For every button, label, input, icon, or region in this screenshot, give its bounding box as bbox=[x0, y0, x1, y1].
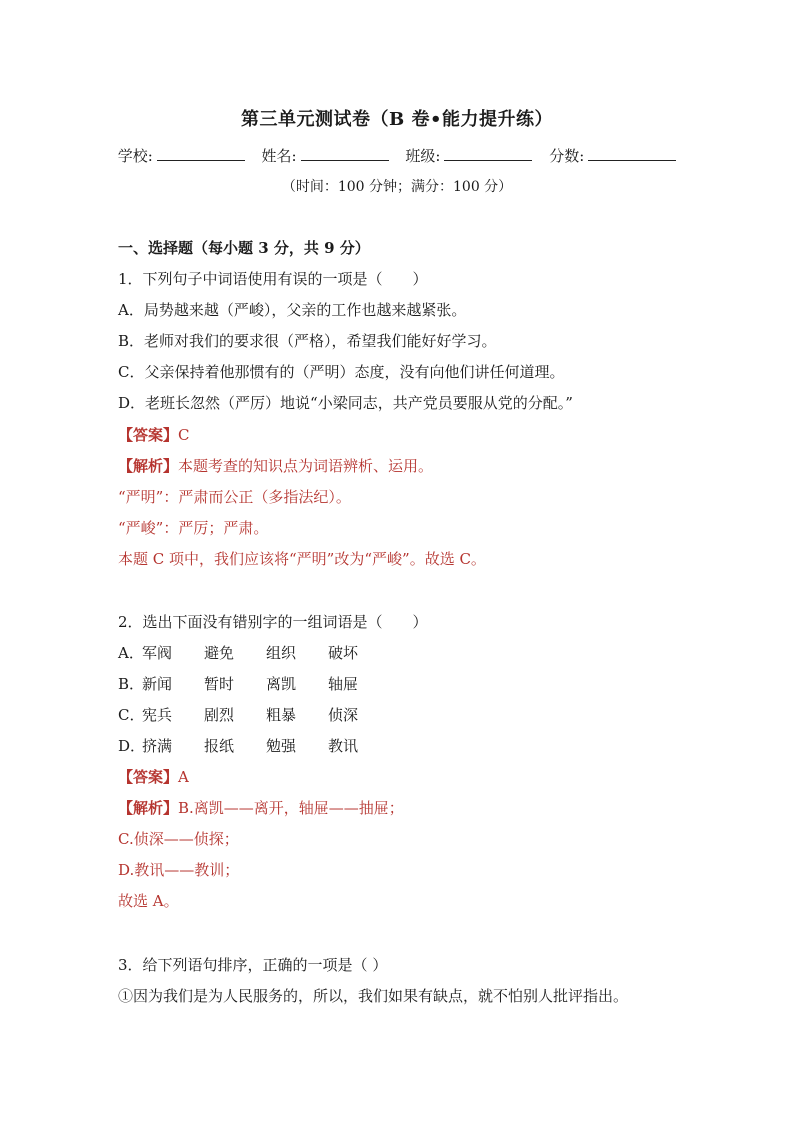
q2-option-b bbox=[118, 674, 390, 694]
q2-note-2: D.教讯——教训； bbox=[118, 861, 240, 879]
q1-analysis-text: 本题考查的知识点为词语辨析、运用。 bbox=[178, 457, 434, 475]
q1-option-c: C．父亲保持着他那惯有的（严明）态度，没有向他们讲任何道理。 bbox=[118, 363, 565, 381]
q2-analysis-text: B.离凯——离开，轴屉——抽屉； bbox=[178, 799, 404, 817]
q2-word: 军阀 bbox=[142, 644, 173, 662]
school-field bbox=[118, 145, 245, 166]
q1-option-a: A．局势越来越（严峻），父亲的工作也越来越紧张。 bbox=[118, 301, 467, 319]
q2-option-d bbox=[118, 736, 390, 756]
q2-word: 宪兵 bbox=[142, 706, 173, 724]
q1-answer-value: C bbox=[178, 426, 190, 444]
q2-word: 避免 bbox=[204, 644, 235, 662]
q1-answer-tag: 【答案】 bbox=[118, 426, 179, 444]
q2-answer bbox=[118, 767, 189, 787]
q1-note-1: “严明”：严肃而公正（多指法纪）。 bbox=[118, 488, 351, 506]
q3-item-1: ①因为我们是为人民服务的，所以，我们如果有缺点，就不怕别人批评指出。 bbox=[118, 987, 629, 1005]
q2-word: 挤满 bbox=[142, 737, 173, 755]
q1-note-2: “严峻”：严厉；严肃。 bbox=[118, 519, 269, 537]
name-blank[interactable] bbox=[301, 146, 389, 161]
score-blank[interactable] bbox=[588, 146, 676, 161]
q2-word: 离凯 bbox=[266, 675, 297, 693]
name-field bbox=[262, 145, 389, 166]
q2-word: 暂时 bbox=[204, 675, 235, 693]
school-blank[interactable] bbox=[157, 146, 245, 161]
q1-note-3: 本题 C 项中，我们应该将“严明”改为“严峻”。故选 C。 bbox=[118, 550, 486, 568]
name-label: 姓名: bbox=[261, 147, 297, 165]
page-title: 第三单元测试卷（B 卷•能力提升练） bbox=[241, 109, 553, 130]
q2-word: 新闻 bbox=[142, 675, 173, 693]
q2-note-3: 故选 A。 bbox=[118, 892, 179, 910]
q1-analysis bbox=[118, 456, 433, 476]
q3-stem: 3．给下列语句排序，正确的一项是（ ） bbox=[118, 956, 388, 974]
q1-option-d: D．老班长忽然（严厉）地说“小梁同志，共产党员要服从党的分配。” bbox=[118, 394, 573, 412]
q2-word: 破坏 bbox=[328, 644, 359, 662]
q2-word: 勉强 bbox=[266, 737, 297, 755]
q2-option-label: B． bbox=[118, 675, 145, 693]
q1-option-b: B．老师对我们的要求很（严格），希望我们能好好学习。 bbox=[118, 332, 497, 350]
q2-word: 教讯 bbox=[328, 737, 359, 755]
score-label: 分数: bbox=[549, 147, 585, 165]
q2-answer-value: A bbox=[178, 768, 189, 786]
q2-option-label: A． bbox=[118, 644, 144, 662]
q2-option-c bbox=[118, 705, 390, 725]
q2-option-label: D． bbox=[118, 737, 146, 755]
q2-word: 组织 bbox=[266, 644, 297, 662]
q2-word: 剧烈 bbox=[204, 706, 235, 724]
q2-word: 粗暴 bbox=[266, 706, 297, 724]
class-field bbox=[405, 145, 532, 166]
student-info-row bbox=[0, 145, 794, 166]
q2-analysis bbox=[118, 798, 404, 818]
q2-answer-tag: 【答案】 bbox=[118, 768, 179, 786]
school-label: 学校: bbox=[117, 147, 153, 165]
class-label: 班级: bbox=[405, 147, 441, 165]
q2-word: 侦深 bbox=[328, 706, 359, 724]
q2-option-a bbox=[118, 643, 390, 663]
section-heading: 一、选择题（每小题 3 分，共 9 分） bbox=[118, 239, 370, 257]
q1-analysis-tag: 【解析】 bbox=[118, 457, 179, 475]
class-blank[interactable] bbox=[444, 146, 532, 161]
q2-analysis-tag: 【解析】 bbox=[118, 799, 179, 817]
time-info: （时间：100 分钟；满分：100 分） bbox=[281, 179, 513, 195]
q2-note-1: C.侦深——侦探； bbox=[118, 830, 239, 848]
q2-word: 报纸 bbox=[204, 737, 235, 755]
score-field bbox=[549, 145, 676, 166]
q2-option-label: C． bbox=[118, 706, 145, 724]
q2-word: 轴屉 bbox=[328, 675, 359, 693]
q2-stem: 2．选出下面没有错别字的一组词语是（ ） bbox=[118, 613, 428, 631]
q1-stem: 1．下列句子中词语使用有误的一项是（ ） bbox=[118, 270, 428, 288]
q1-answer bbox=[118, 425, 190, 445]
